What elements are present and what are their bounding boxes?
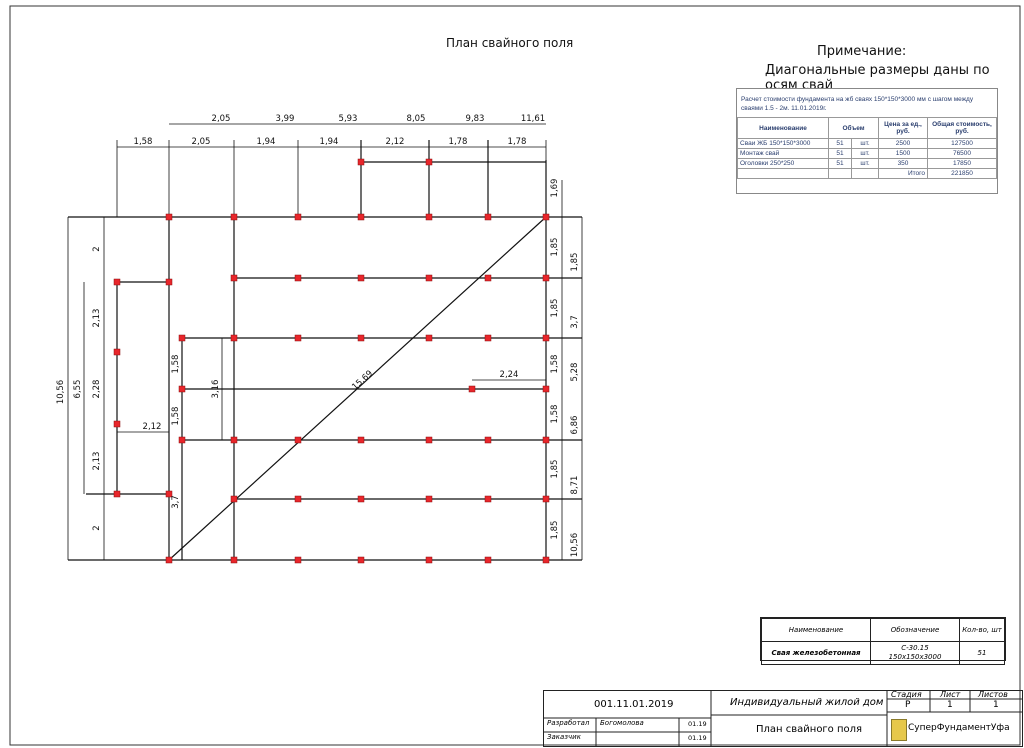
pile bbox=[485, 496, 491, 502]
pile bbox=[166, 557, 172, 563]
pile bbox=[114, 421, 120, 427]
pile bbox=[543, 557, 549, 563]
pile bbox=[231, 335, 237, 341]
right-segment-dimension: 1,85 bbox=[550, 520, 560, 540]
inner-dimension: 2,12 bbox=[142, 422, 162, 432]
table-row bbox=[738, 149, 997, 159]
right-cumulative-dimension: 10,56 bbox=[570, 532, 580, 558]
cell: 2500 bbox=[879, 139, 928, 149]
pile bbox=[485, 437, 491, 443]
top-cumulative-dimension: 3,99 bbox=[275, 114, 295, 124]
pile bbox=[543, 437, 549, 443]
pile bbox=[231, 557, 237, 563]
left-inner-dimension: 6,55 bbox=[73, 379, 83, 399]
pile bbox=[179, 437, 185, 443]
sheet-title: План свайного поля bbox=[756, 724, 863, 735]
pile bbox=[114, 491, 120, 497]
diagonal-dimension: 15,69 bbox=[350, 368, 376, 393]
sheet-label: Лист bbox=[940, 690, 961, 699]
cost-table-grid bbox=[737, 117, 997, 179]
pile bbox=[543, 386, 549, 392]
top-cumulative-dimension: 5,93 bbox=[338, 114, 358, 124]
stage-label: Стадия bbox=[891, 690, 922, 699]
pile bbox=[231, 275, 237, 281]
cell: 127500 bbox=[928, 139, 997, 149]
inner-dimension: 2,24 bbox=[499, 370, 519, 380]
left-segment-dimension: 2,28 bbox=[92, 379, 102, 399]
cost-table bbox=[736, 88, 998, 194]
sheet-value: 1 bbox=[947, 700, 953, 710]
right-segment-dimension: 1,85 bbox=[550, 298, 560, 318]
pile bbox=[179, 335, 185, 341]
pile bbox=[231, 496, 237, 502]
stage-value: Р bbox=[905, 700, 911, 710]
pile bbox=[358, 214, 364, 220]
cost-header-total: Общая стоимость, руб. bbox=[928, 118, 997, 139]
top-segment-dimension: 1,58 bbox=[133, 137, 153, 147]
spec-name: Свая железобетонная bbox=[762, 642, 871, 665]
pile bbox=[426, 335, 432, 341]
total-value: 221850 bbox=[928, 169, 997, 179]
project-name: Индивидуальный жилой дом bbox=[730, 697, 884, 708]
inner-dimension: 3,7 bbox=[171, 495, 181, 509]
right-cumulative-dimension: 8,71 bbox=[570, 475, 580, 495]
inner-dimension: 1,58 bbox=[171, 406, 181, 426]
top-segment-dimension: 1,78 bbox=[448, 137, 468, 147]
top-cumulative-dimension: 8,05 bbox=[406, 114, 426, 124]
left-segment-dimension: 2,13 bbox=[92, 451, 102, 471]
pile bbox=[543, 275, 549, 281]
right-cumulative-dimension: 1,85 bbox=[570, 252, 580, 272]
left-segment-dimension: 2,13 bbox=[92, 308, 102, 328]
table-row bbox=[738, 159, 997, 169]
dev-date: 01.19 bbox=[688, 720, 707, 728]
cost-header-name: Наименование bbox=[738, 118, 829, 139]
pile bbox=[231, 214, 237, 220]
pile bbox=[543, 496, 549, 502]
pile bbox=[543, 335, 549, 341]
total-label: Итого bbox=[879, 169, 928, 179]
right-segment-dimension: 1,69 bbox=[550, 178, 560, 198]
top-segment-dimension: 1,78 bbox=[507, 137, 527, 147]
pile bbox=[426, 275, 432, 281]
pile bbox=[485, 214, 491, 220]
note-text: Диагональные размеры даны по осям свай bbox=[765, 63, 990, 93]
cell: 350 bbox=[879, 159, 928, 169]
cell: 17850 bbox=[928, 159, 997, 169]
top-cumulative-dimension: 11,61 bbox=[520, 114, 546, 124]
pile bbox=[358, 335, 364, 341]
right-cumulative-dimension: 3,7 bbox=[570, 315, 580, 329]
cell: шт. bbox=[852, 139, 879, 149]
top-segment-dimension: 2,12 bbox=[385, 137, 405, 147]
cust-date: 01.19 bbox=[688, 734, 707, 742]
cell: 1500 bbox=[879, 149, 928, 159]
pile bbox=[358, 159, 364, 165]
right-cumulative-dimension: 6,86 bbox=[570, 415, 580, 435]
pile bbox=[543, 214, 549, 220]
pile bbox=[469, 386, 475, 392]
pile bbox=[114, 349, 120, 355]
pile bbox=[166, 279, 172, 285]
pile bbox=[179, 386, 185, 392]
table-row bbox=[762, 642, 1005, 665]
right-segment-dimension: 1,58 bbox=[550, 354, 560, 374]
pile bbox=[295, 335, 301, 341]
left-segment-dimension: 2 bbox=[92, 525, 102, 531]
customer-label: Заказчик bbox=[547, 733, 581, 741]
cell: 51 bbox=[829, 139, 852, 149]
pile bbox=[426, 496, 432, 502]
sheets-value: 1 bbox=[993, 700, 999, 710]
table-row-total bbox=[738, 169, 997, 179]
pile bbox=[295, 437, 301, 443]
pile bbox=[358, 496, 364, 502]
title-block bbox=[543, 690, 1023, 747]
company-name: СуперФундаментУфа bbox=[908, 723, 1010, 733]
pile bbox=[231, 437, 237, 443]
left-outer-dimension: 10,56 bbox=[56, 379, 66, 405]
cell: Оголовки 250*250 bbox=[738, 159, 829, 169]
pile bbox=[114, 279, 120, 285]
right-segment-dimension: 1,58 bbox=[550, 404, 560, 424]
doc-code: 001.11.01.2019 bbox=[594, 699, 674, 710]
plan-title: План свайного поля bbox=[446, 36, 574, 50]
cost-header-price: Цена за ед., руб. bbox=[879, 118, 928, 139]
spec-code: С-30.15 bbox=[901, 644, 929, 652]
cost-header-volume: Объем bbox=[829, 118, 879, 139]
cell: 76500 bbox=[928, 149, 997, 159]
spec-size: 150х150х3000 bbox=[888, 653, 942, 661]
sheets-label: Листов bbox=[978, 690, 1008, 699]
developed-label: Разработал bbox=[547, 719, 590, 727]
pile bbox=[485, 557, 491, 563]
cost-table-caption: Расчет стоимости фундамента на жб сваях 150*150*3000 мм с шагом между сваями 1.5 - 2м. 11.01.2019г. bbox=[741, 96, 974, 112]
pile bbox=[426, 557, 432, 563]
pile bbox=[426, 437, 432, 443]
cell: 51 bbox=[829, 159, 852, 169]
company-logo-icon bbox=[891, 719, 907, 741]
pile bbox=[295, 557, 301, 563]
pile bbox=[166, 214, 172, 220]
pile bbox=[426, 159, 432, 165]
pile bbox=[358, 557, 364, 563]
pile bbox=[295, 214, 301, 220]
cell: шт. bbox=[852, 149, 879, 159]
inner-dimension: 3,16 bbox=[211, 379, 221, 399]
spec-header-code: Обозначение bbox=[871, 619, 960, 642]
developer-name: Богомолова bbox=[600, 719, 644, 727]
inner-dimension: 1,58 bbox=[171, 354, 181, 374]
cell: Монтаж свай bbox=[738, 149, 829, 159]
right-segment-dimension: 1,85 bbox=[550, 459, 560, 479]
spec-header-qty: Кол-во, шт bbox=[960, 619, 1005, 642]
top-segment-dimension: 1,94 bbox=[319, 137, 339, 147]
pile bbox=[485, 335, 491, 341]
cell: шт. bbox=[852, 159, 879, 169]
top-segment-dimension: 2,05 bbox=[191, 137, 211, 147]
top-cumulative-dimension: 2,05 bbox=[211, 114, 231, 124]
cell: Сваи ЖБ 150*150*3000 bbox=[738, 139, 829, 149]
spec-table bbox=[760, 617, 1006, 661]
cell: 51 bbox=[829, 149, 852, 159]
top-segment-dimension: 1,94 bbox=[256, 137, 276, 147]
pile bbox=[295, 275, 301, 281]
spec-qty: 51 bbox=[960, 642, 1005, 665]
right-cumulative-dimension: 5,28 bbox=[570, 362, 580, 382]
top-cumulative-dimension: 9,83 bbox=[465, 114, 485, 124]
spec-header-name: Наименование bbox=[762, 619, 871, 642]
pile bbox=[358, 437, 364, 443]
pile bbox=[426, 214, 432, 220]
note-label: Примечание: bbox=[817, 44, 907, 59]
left-segment-dimension: 2 bbox=[92, 246, 102, 252]
table-row bbox=[738, 139, 997, 149]
pile bbox=[295, 496, 301, 502]
right-segment-dimension: 1,85 bbox=[550, 237, 560, 257]
pile bbox=[485, 275, 491, 281]
pile bbox=[358, 275, 364, 281]
